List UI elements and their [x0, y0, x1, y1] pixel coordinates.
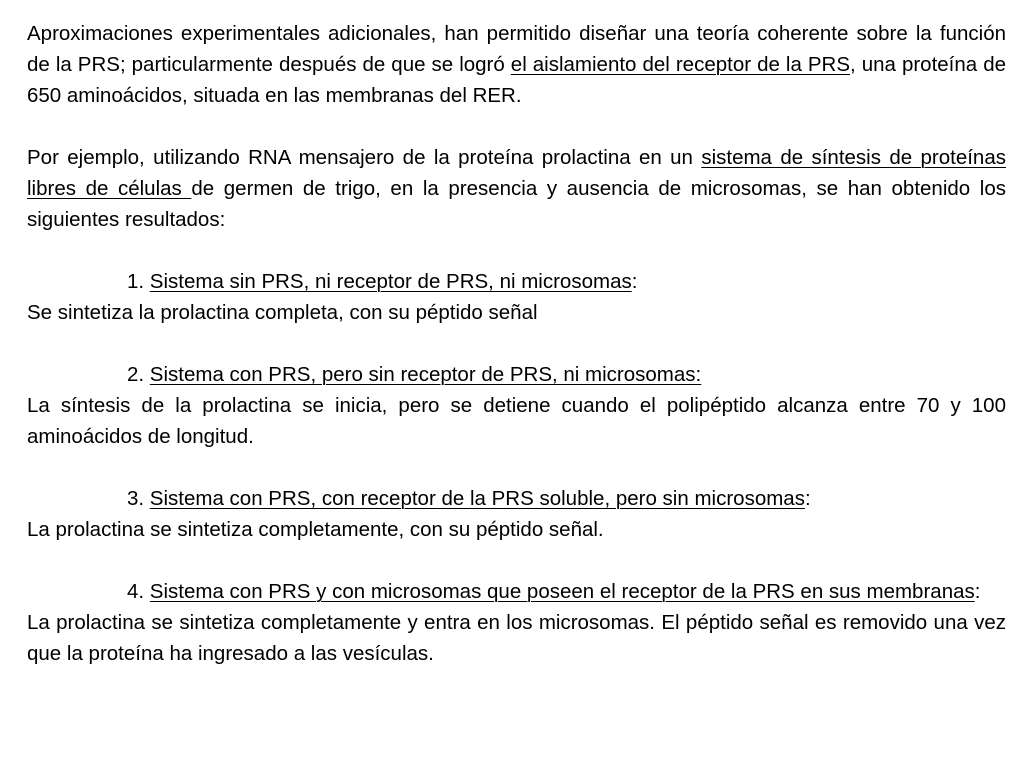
result-item-2-text: La síntesis de la prolactina se inicia, pero se detiene cuando el polipéptido alcanza entre 70 y 100 aminoácidos de longitud.	[27, 394, 1006, 448]
result-item-2-heading	[27, 359, 1006, 390]
item-suffix: :	[974, 580, 981, 603]
result-item-3-text: La prolactina se sintetiza completamente, con su péptido señal.	[27, 518, 604, 541]
spacer	[27, 452, 1006, 483]
result-item-4-text: La prolactina se sintetiza completamente y entra en los microsomas. El péptido señal es removido una vez que la proteína ha ingresado a las vesículas.	[27, 611, 1006, 665]
spacer	[27, 235, 1006, 266]
intro-paragraph	[27, 18, 1006, 111]
spacer	[27, 545, 1006, 576]
receptor-isolation-link[interactable]: el aislamiento del receptor de la PRS	[510, 53, 851, 76]
result-item-1-text: Se sintetiza la prolactina completa, con su péptido señal	[27, 301, 538, 324]
example-text-before: Por ejemplo, utilizando RNA mensajero de la proteína prolactina en un	[27, 146, 702, 169]
spacer	[27, 111, 1006, 142]
item-title-link[interactable]: Sistema con PRS y con microsomas que poseen el receptor de la PRS en sus membranas	[149, 580, 975, 603]
result-item-3-heading	[27, 483, 1006, 514]
item-title-link[interactable]: Sistema sin PRS, ni receptor de PRS, ni microsomas	[149, 270, 632, 293]
item-title-link[interactable]: Sistema con PRS, con receptor de la PRS soluble, pero sin microsomas	[149, 487, 805, 510]
item-number: 1.	[127, 270, 150, 293]
result-item-4-heading	[27, 576, 1006, 607]
item-number: 3.	[127, 487, 150, 510]
intro-text-before: Aproximaciones experimentales adicionales, han permitido diseñar una teoría coherente sobre la función de la PRS; particularmente después de que se logró	[27, 22, 1006, 76]
item-suffix: :	[631, 270, 638, 293]
example-paragraph	[27, 142, 1006, 235]
item-number: 2.	[127, 363, 150, 386]
item-title-link[interactable]: Sistema con PRS, pero sin receptor de PRS, ni microsomas:	[149, 363, 702, 386]
intro-text-after: , una proteína de 650 aminoácidos, situada en las membranas del RER.	[27, 53, 1006, 107]
document-body	[27, 18, 1006, 669]
result-item-1-heading	[27, 266, 1006, 297]
spacer	[27, 328, 1006, 359]
item-suffix: :	[804, 487, 811, 510]
item-number: 4.	[127, 580, 150, 603]
cell-free-system-link[interactable]: sistema de síntesis de proteínas libres de células	[27, 146, 1006, 200]
example-text-after: de germen de trigo, en la presencia y ausencia de microsomas, se han obtenido los siguientes resultados:	[27, 177, 1006, 231]
